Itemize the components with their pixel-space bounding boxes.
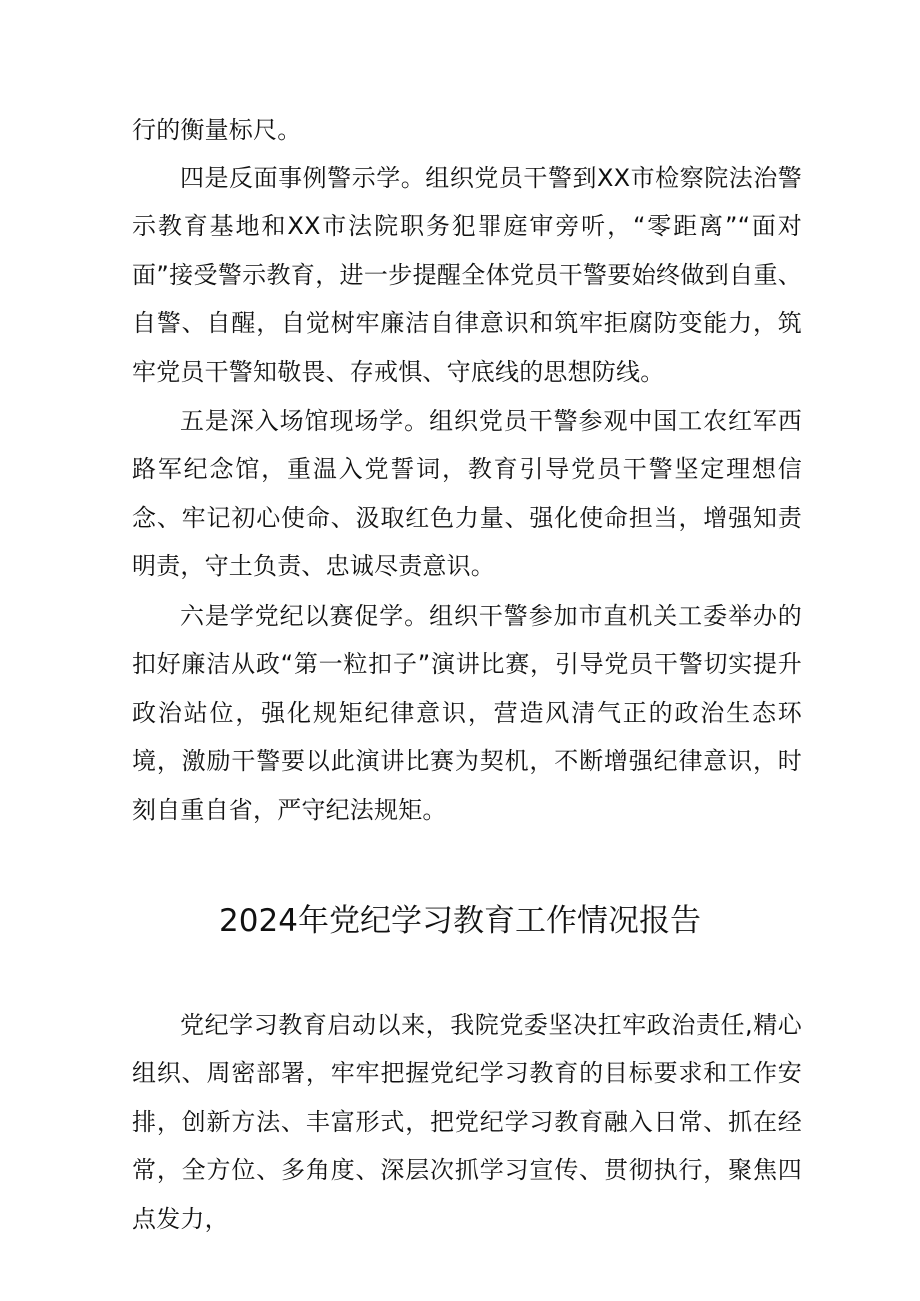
report-intro-paragraph: 党纪学习教育启动以来，我院党委坚决扛牢政治责任,精心组织、周密部署，牢牢把握党纪学习教育的目标要求和工作安排，创新方法、丰富形式，把党纪学习教育融入日常、抓在经常，全方位、多角度、深层次抓学习宣传、贯彻执行，聚焦四点发力， [132,1011,802,1233]
paragraph-four-warning-study: 四是反面事例警示学。组织党员干警到XX市检察院法治警示教育基地和XX市法院职务犯罪庭审旁听，“零距离”“面对面”接受警示教育，进一步提醒全体党员干警要始终做到自重、自警、自醒，自觉树牢廉洁自律意识和筑牢拒腐防变能力，筑牢党员干警知敬畏、存戒惧、守底线的思想防线。 [132,164,802,386]
paragraph-five-venue-study: 五是深入场馆现场学。组织党员干警参观中国工农红军西路军纪念馆，重温入党誓词，教育引导党员干警坚定理想信念、牢记初心使命、汲取红色力量、强化使命担当，增强知责明责，守土负责、忠诚尽责意识。 [132,407,802,581]
continuation-paragraph: 行的衡量标尺。 [132,116,302,144]
report-title: 2024年党纪学习教育工作情况报告 [219,903,701,939]
paragraph-six-competition-study: 六是学党纪以赛促学。组织干警参加市直机关工委举办的扣好廉洁从政“第一粒扣子”演讲比赛，引导党员干警切实提升政治站位，强化规矩纪律意识，营造风清气正的政治生态环境，激励干警要以此演讲比赛为契机，不断增强纪律意识，时刻自重自省，严守纪法规矩。 [132,602,802,824]
